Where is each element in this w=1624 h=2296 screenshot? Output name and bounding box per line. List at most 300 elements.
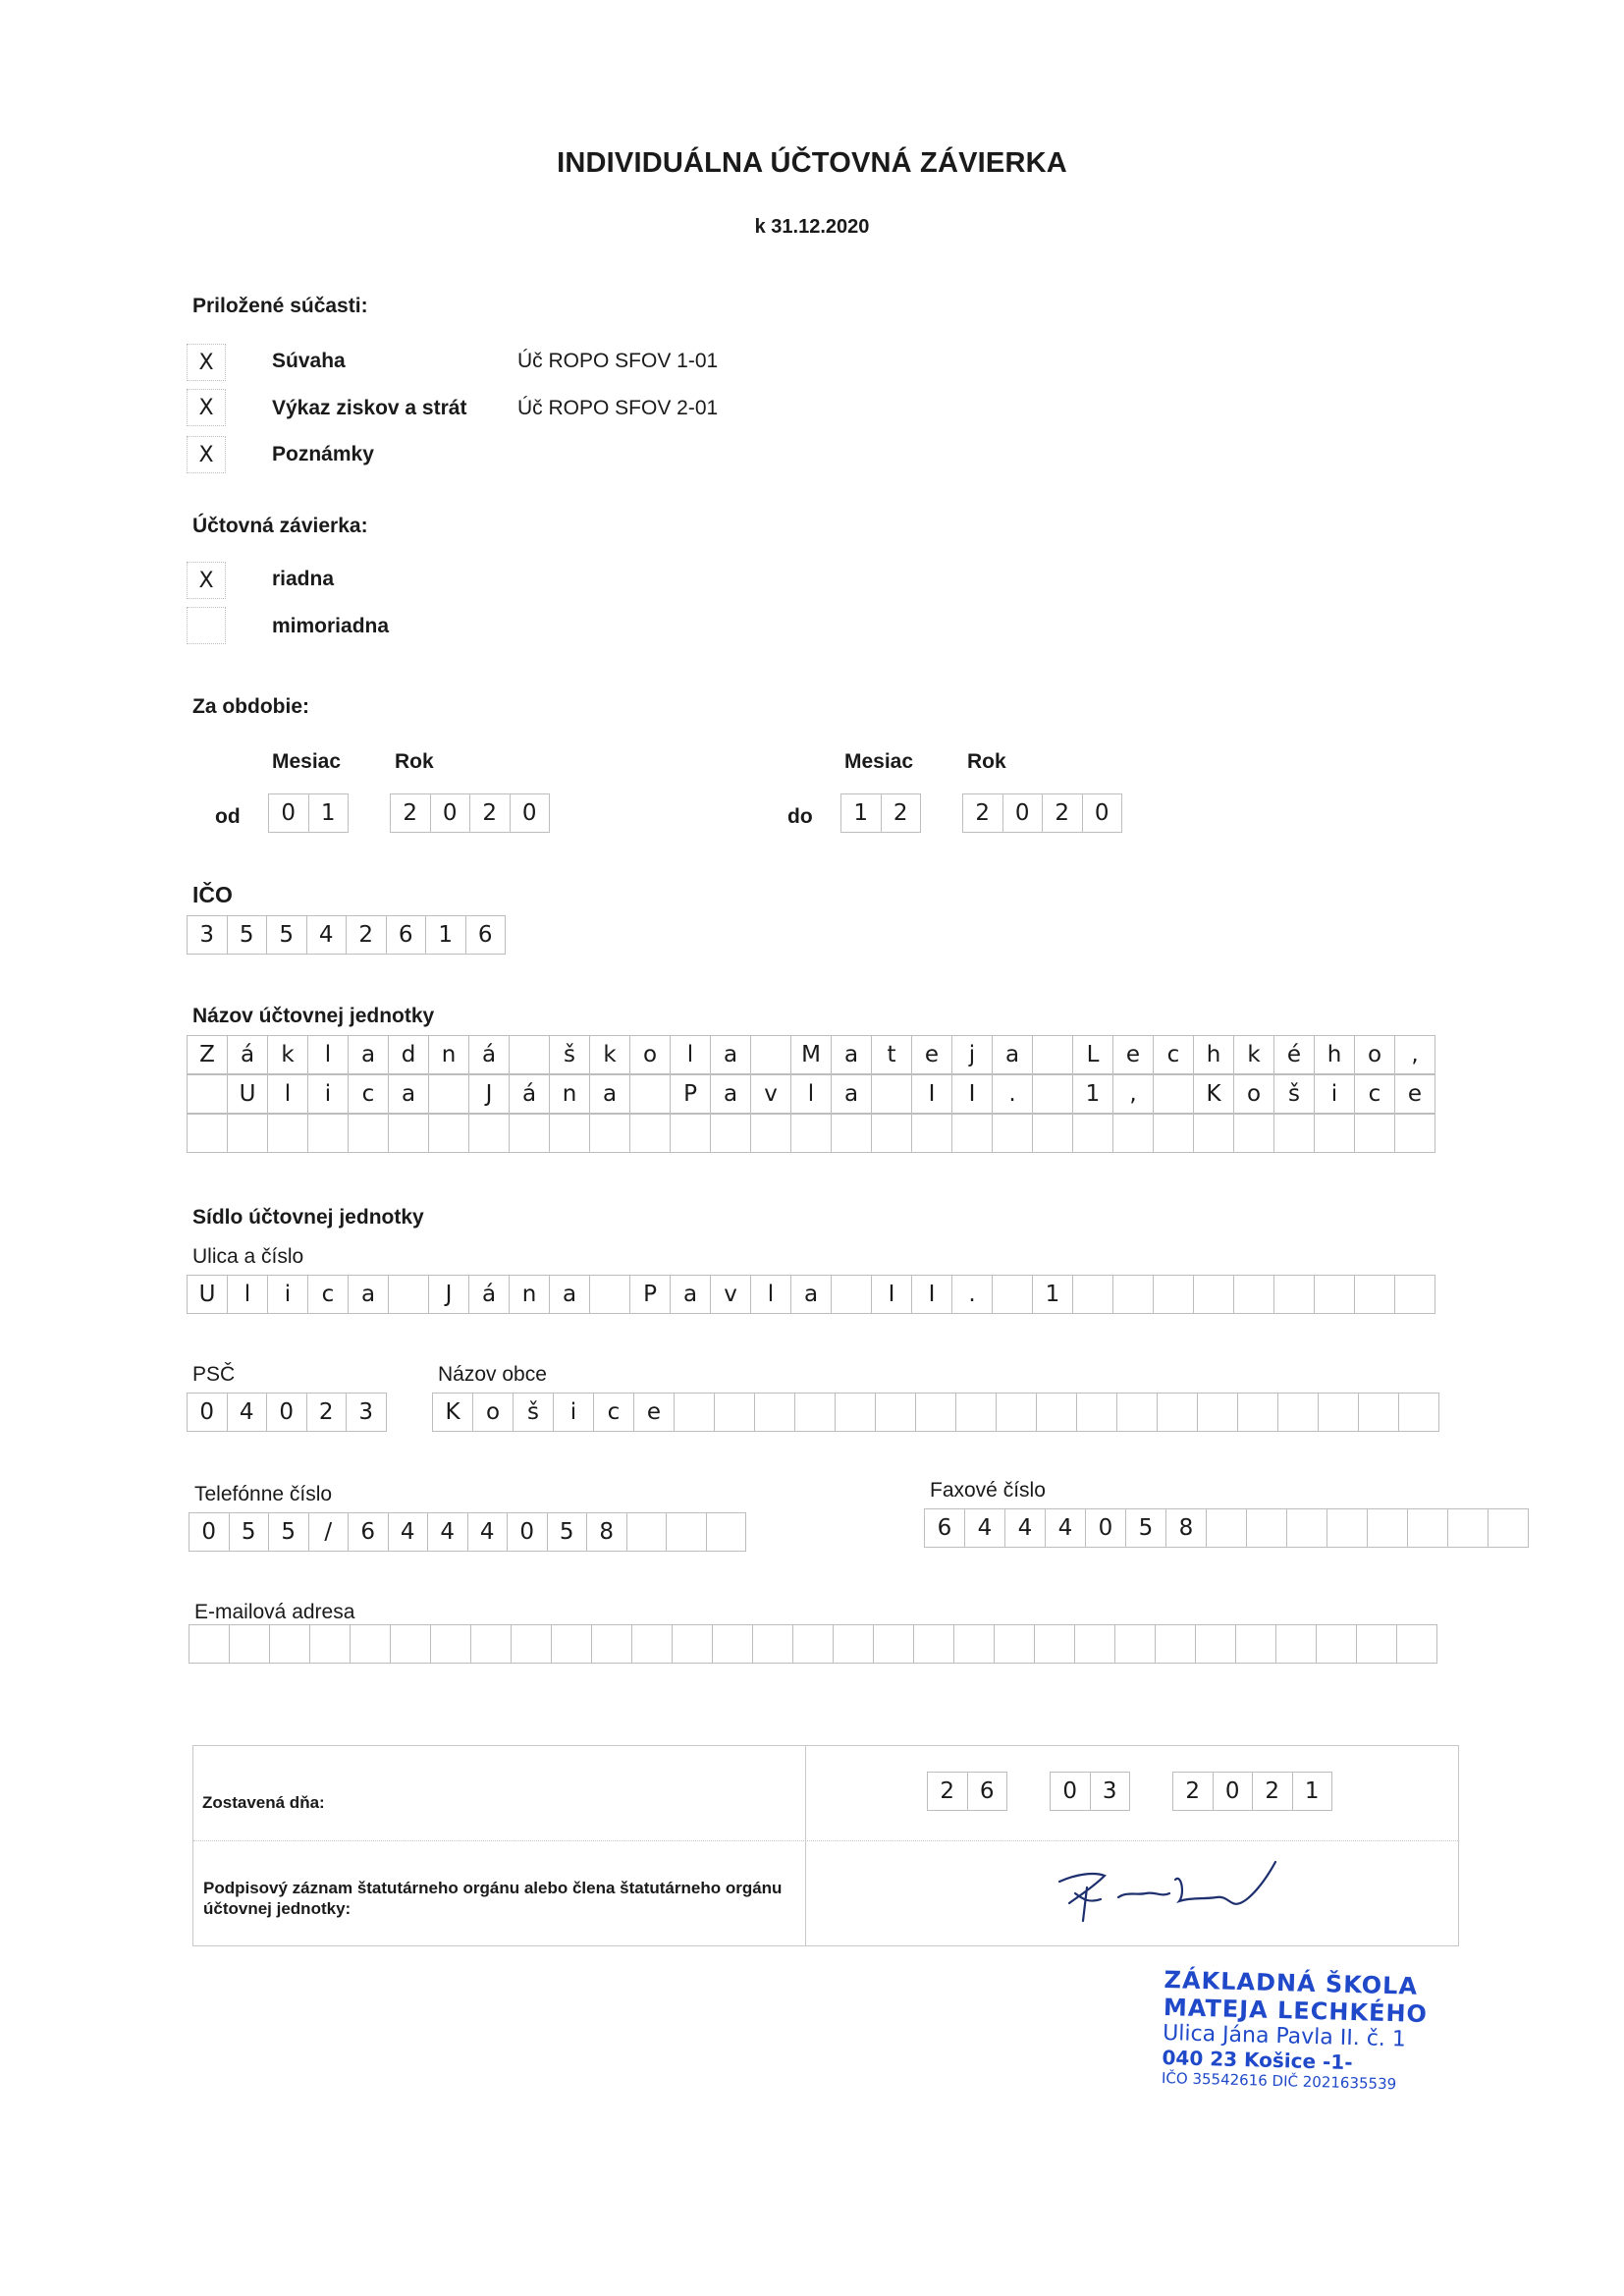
- char-cell: [189, 1624, 230, 1664]
- char-cell: [1354, 1275, 1395, 1314]
- entity-name-row-3[interactable]: [187, 1114, 1435, 1153]
- char-cell: [1314, 1275, 1355, 1314]
- char-cell: 4: [467, 1512, 509, 1552]
- char-cell: P: [670, 1074, 711, 1114]
- digit-cell: 1: [840, 793, 882, 833]
- seat-heading: Sídlo účtovnej jednotky: [192, 1206, 424, 1229]
- char-cell: 4: [1004, 1508, 1046, 1548]
- char-cell: [1233, 1275, 1274, 1314]
- char-cell: [714, 1393, 755, 1432]
- sign-label: [203, 1878, 782, 1919]
- char-cell: 4: [964, 1508, 1005, 1548]
- char-cell: [750, 1114, 791, 1153]
- char-cell: h: [1314, 1035, 1355, 1074]
- handwritten-signature: [1048, 1854, 1303, 1933]
- char-cell: 5: [268, 1512, 309, 1552]
- char-cell: 0: [266, 1393, 307, 1432]
- char-cell: l: [227, 1275, 268, 1314]
- char-cell: [390, 1624, 431, 1664]
- char-cell: [1206, 1508, 1247, 1548]
- digit-cell: 2: [1252, 1772, 1293, 1811]
- char-cell: [831, 1114, 872, 1153]
- char-cell: [1447, 1508, 1489, 1548]
- city-label: Názov obce: [438, 1363, 547, 1386]
- char-cell: c: [307, 1275, 349, 1314]
- char-cell: c: [593, 1393, 634, 1432]
- char-cell: a: [589, 1074, 630, 1114]
- char-cell: [428, 1114, 469, 1153]
- char-cell: U: [227, 1074, 268, 1114]
- char-cell: [953, 1624, 995, 1664]
- digit-cell: 2: [881, 793, 922, 833]
- char-cell: [790, 1114, 832, 1153]
- digit-cell: 1: [1292, 1772, 1333, 1811]
- char-cell: [831, 1275, 872, 1314]
- char-cell: [911, 1114, 952, 1153]
- attachment-label-suvaha: Súvaha: [272, 350, 346, 372]
- char-cell: [1032, 1035, 1073, 1074]
- attachment-checkbox-vykaz[interactable]: X: [187, 389, 226, 426]
- char-cell: [1036, 1393, 1077, 1432]
- ico-cells[interactable]: [187, 915, 505, 955]
- char-cell: [1032, 1074, 1073, 1114]
- char-cell: [1398, 1393, 1439, 1432]
- char-cell: [1233, 1114, 1274, 1153]
- char-cell: U: [187, 1275, 228, 1314]
- char-cell: ,: [1112, 1074, 1154, 1114]
- char-cell: [754, 1393, 795, 1432]
- street-cells[interactable]: [187, 1275, 1435, 1314]
- compiled-day-cells[interactable]: [927, 1772, 1006, 1811]
- char-cell: 0: [189, 1512, 230, 1552]
- char-cell: c: [1354, 1074, 1395, 1114]
- char-cell: c: [1153, 1035, 1194, 1074]
- char-cell: 5: [227, 915, 268, 955]
- char-cell: [589, 1114, 630, 1153]
- char-cell: 6: [465, 915, 507, 955]
- attachments-heading: Priložené súčasti:: [192, 295, 368, 317]
- stamp-line-5: IČO 35542616 DIČ 2021635539: [1161, 2068, 1397, 2094]
- char-cell: [1072, 1114, 1113, 1153]
- char-cell: [1273, 1114, 1315, 1153]
- char-cell: [1326, 1508, 1368, 1548]
- char-cell: [1235, 1624, 1276, 1664]
- compiled-month-cells[interactable]: [1050, 1772, 1129, 1811]
- char-cell: [712, 1624, 753, 1664]
- stamp-line-2: MATEJA LECHKÉHO: [1163, 1993, 1429, 2029]
- char-cell: i: [1314, 1074, 1355, 1114]
- digit-cell: 2: [390, 793, 431, 833]
- char-cell: 5: [1125, 1508, 1166, 1548]
- char-cell: [1074, 1624, 1115, 1664]
- char-cell: [388, 1275, 429, 1314]
- char-cell: [1286, 1508, 1327, 1548]
- psc-cells[interactable]: [187, 1393, 386, 1432]
- char-cell: [1354, 1114, 1395, 1153]
- char-cell: [670, 1114, 711, 1153]
- char-cell: o: [1354, 1035, 1395, 1074]
- char-cell: 8: [1165, 1508, 1207, 1548]
- char-cell: [794, 1393, 836, 1432]
- page-subtitle: k 31.12.2020: [754, 216, 870, 238]
- char-cell: .: [992, 1074, 1033, 1114]
- char-cell: [1318, 1393, 1359, 1432]
- phone-label: Telefónne číslo: [194, 1483, 333, 1505]
- char-cell: a: [992, 1035, 1033, 1074]
- char-cell: 0: [507, 1512, 548, 1552]
- char-cell: [1032, 1114, 1073, 1153]
- char-cell: [833, 1624, 874, 1664]
- char-cell: l: [790, 1074, 832, 1114]
- char-cell: 4: [227, 1393, 268, 1432]
- entity-name-heading: Názov účtovnej jednotky: [192, 1005, 435, 1027]
- char-cell: L: [1072, 1035, 1113, 1074]
- char-cell: P: [629, 1275, 671, 1314]
- char-cell: /: [308, 1512, 350, 1552]
- char-cell: 6: [348, 1512, 389, 1552]
- char-cell: [631, 1624, 673, 1664]
- from-label: od: [215, 805, 241, 828]
- page-title: INDIVIDUÁLNA ÚČTOVNÁ ZÁVIERKA: [557, 147, 1067, 179]
- compiled-year-cells[interactable]: [1172, 1772, 1331, 1811]
- char-cell: o: [629, 1035, 671, 1074]
- char-cell: a: [831, 1074, 872, 1114]
- fax-label: Faxové číslo: [930, 1479, 1046, 1502]
- char-cell: .: [951, 1275, 993, 1314]
- attachment-label-vykaz: Výkaz ziskov a strát: [272, 397, 467, 419]
- sign-label-line-2: účtovnej jednotky:: [203, 1899, 352, 1918]
- digit-cell: 2: [469, 793, 511, 833]
- char-cell: [1153, 1074, 1194, 1114]
- street-label: Ulica a číslo: [192, 1245, 304, 1268]
- char-cell: [629, 1074, 671, 1114]
- char-cell: n: [428, 1035, 469, 1074]
- char-cell: [674, 1393, 715, 1432]
- char-cell: [996, 1393, 1037, 1432]
- char-cell: a: [348, 1275, 389, 1314]
- char-cell: 3: [187, 915, 228, 955]
- digit-cell: 0: [1082, 793, 1123, 833]
- char-cell: 1: [1032, 1275, 1073, 1314]
- char-cell: š: [1273, 1074, 1315, 1114]
- char-cell: [1153, 1114, 1194, 1153]
- char-cell: e: [633, 1393, 675, 1432]
- to-month-label: Mesiac: [844, 750, 914, 773]
- char-cell: [468, 1114, 510, 1153]
- char-cell: 6: [924, 1508, 965, 1548]
- char-cell: i: [267, 1275, 308, 1314]
- char-cell: [350, 1624, 391, 1664]
- char-cell: K: [432, 1393, 473, 1432]
- char-cell: [1396, 1624, 1437, 1664]
- phone-cells[interactable]: [189, 1512, 745, 1552]
- statement-checkbox-riadna[interactable]: X: [187, 562, 226, 599]
- char-cell: 4: [427, 1512, 468, 1552]
- char-cell: I: [911, 1275, 952, 1314]
- digit-cell: 0: [430, 793, 471, 833]
- digit-cell: 2: [1172, 1772, 1214, 1811]
- char-cell: Z: [187, 1035, 228, 1074]
- char-cell: c: [348, 1074, 389, 1114]
- char-cell: [428, 1074, 469, 1114]
- char-cell: [1275, 1624, 1317, 1664]
- attachment-code-vykaz: Úč ROPO SFOV 2-01: [517, 397, 719, 419]
- attachment-label-poznamky: Poznámky: [272, 443, 374, 465]
- char-cell: [1246, 1508, 1287, 1548]
- digit-cell: 0: [1213, 1772, 1254, 1811]
- char-cell: k: [1233, 1035, 1274, 1074]
- psc-label: PSČ: [192, 1363, 236, 1386]
- char-cell: [509, 1035, 550, 1074]
- char-cell: 5: [229, 1512, 270, 1552]
- email-cells[interactable]: [189, 1624, 1436, 1664]
- char-cell: á: [509, 1074, 550, 1114]
- char-cell: 0: [187, 1393, 228, 1432]
- char-cell: I: [911, 1074, 952, 1114]
- char-cell: l: [307, 1035, 349, 1074]
- digit-cell: 2: [927, 1772, 968, 1811]
- char-cell: I: [951, 1074, 993, 1114]
- char-cell: [509, 1114, 550, 1153]
- char-cell: [470, 1624, 512, 1664]
- char-cell: š: [549, 1035, 590, 1074]
- char-cell: [1394, 1114, 1435, 1153]
- organization-stamp: [1162, 1966, 1429, 2094]
- char-cell: [187, 1114, 228, 1153]
- statement-label-mimoriadna: mimoriadna: [272, 615, 390, 637]
- char-cell: [835, 1393, 876, 1432]
- char-cell: a: [348, 1035, 389, 1074]
- digit-cell: 0: [1050, 1772, 1091, 1811]
- from-year-label: Rok: [395, 750, 434, 773]
- attachment-checkbox-poznamky[interactable]: X: [187, 436, 226, 473]
- char-cell: [309, 1624, 351, 1664]
- char-cell: [430, 1624, 471, 1664]
- char-cell: 4: [1045, 1508, 1086, 1548]
- char-cell: á: [227, 1035, 268, 1074]
- char-cell: [752, 1624, 793, 1664]
- char-cell: [551, 1624, 592, 1664]
- char-cell: [706, 1512, 747, 1552]
- signature-table-divider: [805, 1746, 806, 1945]
- char-cell: n: [509, 1275, 550, 1314]
- char-cell: [1356, 1624, 1397, 1664]
- char-cell: l: [267, 1074, 308, 1114]
- char-cell: n: [549, 1074, 590, 1114]
- char-cell: h: [1193, 1035, 1234, 1074]
- fax-cells[interactable]: [924, 1508, 1528, 1548]
- char-cell: [994, 1624, 1035, 1664]
- from-year-cells[interactable]: [390, 793, 549, 833]
- char-cell: [955, 1393, 997, 1432]
- char-cell: a: [710, 1074, 751, 1114]
- char-cell: [951, 1114, 993, 1153]
- period-heading: Za obdobie:: [192, 695, 309, 718]
- char-cell: [1155, 1624, 1196, 1664]
- stamp-line-4: 040 23 Košice -1-: [1162, 2045, 1353, 2075]
- char-cell: [267, 1114, 308, 1153]
- char-cell: [750, 1035, 791, 1074]
- char-cell: [1193, 1114, 1234, 1153]
- entity-name-row-2[interactable]: [187, 1074, 1435, 1114]
- char-cell: [873, 1624, 914, 1664]
- char-cell: K: [1193, 1074, 1234, 1114]
- char-cell: 1: [1072, 1074, 1113, 1114]
- char-cell: [626, 1512, 668, 1552]
- char-cell: [591, 1624, 632, 1664]
- char-cell: [1112, 1114, 1154, 1153]
- char-cell: J: [428, 1275, 469, 1314]
- char-cell: a: [549, 1275, 590, 1314]
- statement-label-riadna: riadna: [272, 568, 335, 590]
- char-cell: 5: [547, 1512, 588, 1552]
- char-cell: 3: [346, 1393, 387, 1432]
- entity-name-row-1[interactable]: [187, 1035, 1435, 1074]
- sign-label-line-1: Podpisový záznam štatutárneho orgánu alebo člena štatutárneho orgánu: [203, 1879, 783, 1897]
- char-cell: l: [670, 1035, 711, 1074]
- char-cell: [915, 1393, 956, 1432]
- char-cell: [1157, 1393, 1198, 1432]
- char-cell: o: [472, 1393, 514, 1432]
- digit-cell: 3: [1090, 1772, 1131, 1811]
- char-cell: [1316, 1624, 1357, 1664]
- to-label: do: [787, 805, 813, 828]
- char-cell: [1394, 1275, 1435, 1314]
- char-cell: k: [589, 1035, 630, 1074]
- digit-cell: 6: [967, 1772, 1008, 1811]
- char-cell: á: [468, 1275, 510, 1314]
- char-cell: M: [790, 1035, 832, 1074]
- char-cell: a: [790, 1275, 832, 1314]
- char-cell: [1237, 1393, 1278, 1432]
- char-cell: [1076, 1393, 1117, 1432]
- char-cell: o: [1233, 1074, 1274, 1114]
- char-cell: [666, 1512, 707, 1552]
- char-cell: a: [831, 1035, 872, 1074]
- char-cell: [1407, 1508, 1448, 1548]
- char-cell: [710, 1114, 751, 1153]
- char-cell: [871, 1114, 912, 1153]
- char-cell: a: [710, 1035, 751, 1074]
- char-cell: [1195, 1624, 1236, 1664]
- char-cell: [229, 1624, 270, 1664]
- char-cell: [1197, 1393, 1238, 1432]
- digit-cell: 2: [962, 793, 1003, 833]
- char-cell: [227, 1114, 268, 1153]
- statement-checkbox-mimoriadna[interactable]: [187, 607, 226, 644]
- char-cell: [1153, 1275, 1194, 1314]
- digit-cell: 2: [1042, 793, 1083, 833]
- char-cell: a: [388, 1074, 429, 1114]
- char-cell: [875, 1393, 916, 1432]
- char-cell: é: [1273, 1035, 1315, 1074]
- char-cell: [307, 1114, 349, 1153]
- char-cell: [269, 1624, 310, 1664]
- char-cell: [348, 1114, 389, 1153]
- char-cell: k: [267, 1035, 308, 1074]
- from-month-cells[interactable]: [268, 793, 348, 833]
- char-cell: t: [871, 1035, 912, 1074]
- char-cell: [589, 1275, 630, 1314]
- char-cell: 1: [425, 915, 466, 955]
- char-cell: [913, 1624, 954, 1664]
- char-cell: [1367, 1508, 1408, 1548]
- char-cell: 2: [346, 915, 387, 955]
- statement-heading: Účtovná závierka:: [192, 515, 368, 537]
- char-cell: 2: [306, 1393, 348, 1432]
- ico-heading: IČO: [192, 882, 233, 907]
- attachment-checkbox-suvaha[interactable]: X: [187, 344, 226, 381]
- city-cells[interactable]: [432, 1393, 1438, 1432]
- char-cell: 8: [586, 1512, 627, 1552]
- char-cell: [1314, 1114, 1355, 1153]
- char-cell: [1358, 1393, 1399, 1432]
- to-year-label: Rok: [967, 750, 1006, 773]
- from-month-label: Mesiac: [272, 750, 342, 773]
- char-cell: v: [750, 1074, 791, 1114]
- to-month-cells[interactable]: [840, 793, 920, 833]
- char-cell: [1488, 1508, 1529, 1548]
- char-cell: š: [513, 1393, 554, 1432]
- digit-cell: 1: [308, 793, 350, 833]
- digit-cell: 0: [510, 793, 551, 833]
- signature-table: [192, 1745, 1459, 1946]
- stamp-line-1: ZÁKLADNÁ ŠKOLA: [1164, 1966, 1419, 2000]
- char-cell: [1273, 1275, 1315, 1314]
- char-cell: l: [750, 1275, 791, 1314]
- char-cell: [187, 1074, 228, 1114]
- char-cell: á: [468, 1035, 510, 1074]
- char-cell: [1114, 1624, 1156, 1664]
- char-cell: [1112, 1275, 1154, 1314]
- email-label: E-mailová adresa: [194, 1601, 355, 1623]
- char-cell: [1116, 1393, 1158, 1432]
- char-cell: [629, 1114, 671, 1153]
- char-cell: [1072, 1275, 1113, 1314]
- to-year-cells[interactable]: [962, 793, 1121, 833]
- char-cell: [992, 1114, 1033, 1153]
- digit-cell: 0: [1002, 793, 1044, 833]
- char-cell: j: [951, 1035, 993, 1074]
- char-cell: 4: [388, 1512, 429, 1552]
- char-cell: J: [468, 1074, 510, 1114]
- char-cell: e: [1112, 1035, 1154, 1074]
- char-cell: [1277, 1393, 1319, 1432]
- char-cell: [1034, 1624, 1075, 1664]
- char-cell: [871, 1074, 912, 1114]
- char-cell: [549, 1114, 590, 1153]
- char-cell: 6: [386, 915, 427, 955]
- char-cell: [792, 1624, 834, 1664]
- char-cell: [388, 1114, 429, 1153]
- char-cell: ,: [1394, 1035, 1435, 1074]
- char-cell: a: [670, 1275, 711, 1314]
- char-cell: i: [553, 1393, 594, 1432]
- char-cell: [992, 1275, 1033, 1314]
- char-cell: d: [388, 1035, 429, 1074]
- char-cell: 0: [1085, 1508, 1126, 1548]
- char-cell: [511, 1624, 552, 1664]
- char-cell: v: [710, 1275, 751, 1314]
- char-cell: [672, 1624, 713, 1664]
- char-cell: e: [911, 1035, 952, 1074]
- char-cell: 5: [266, 915, 307, 955]
- char-cell: [1193, 1275, 1234, 1314]
- char-cell: 4: [306, 915, 348, 955]
- attachment-code-suvaha: Úč ROPO SFOV 1-01: [517, 350, 719, 372]
- char-cell: e: [1394, 1074, 1435, 1114]
- stamp-line-3: Ulica Jána Pavla II. č. 1: [1162, 2020, 1407, 2052]
